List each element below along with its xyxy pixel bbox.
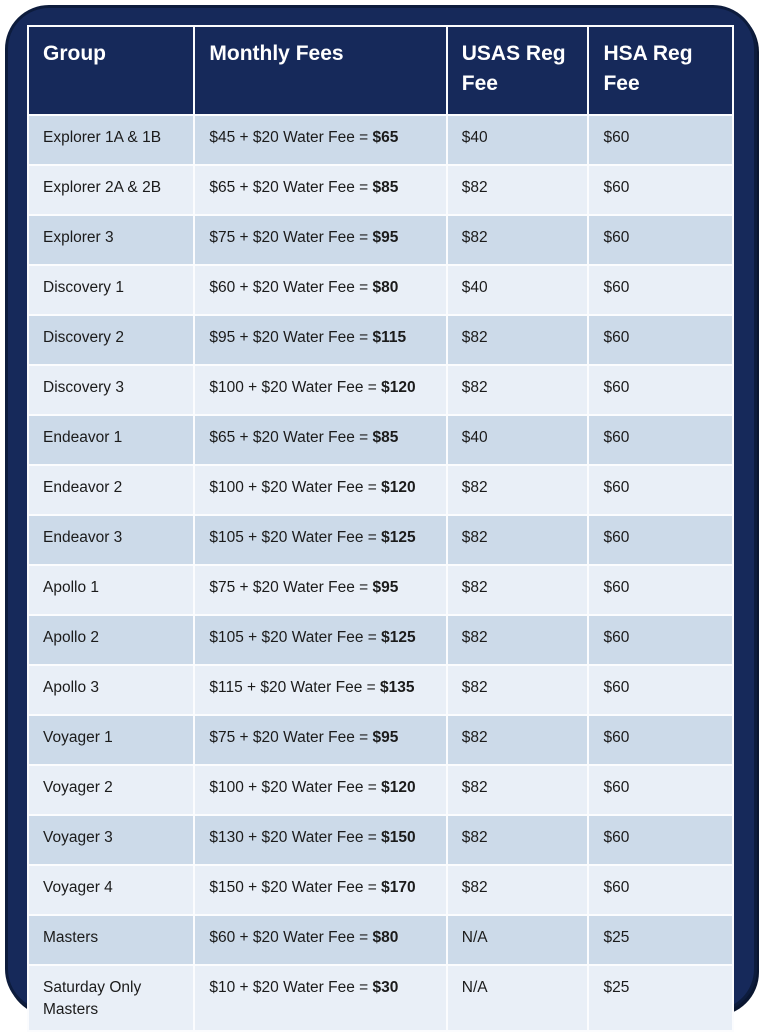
- table-row: [28, 215, 733, 265]
- hsa-reg-fee-cell: $60: [588, 765, 733, 815]
- group-cell: Discovery 2: [28, 315, 194, 365]
- monthly-fee-total: $150: [381, 828, 416, 846]
- monthly-fee-total: $120: [381, 778, 416, 796]
- group-cell: Voyager 3: [28, 815, 194, 865]
- table-row: [28, 965, 733, 1031]
- monthly-fee-formula: $100 + $20 Water Fee =: [209, 478, 382, 496]
- monthly-fee-cell: [194, 565, 446, 615]
- monthly-fee-formula: $65 + $20 Water Fee =: [209, 178, 373, 196]
- table-row: [28, 815, 733, 865]
- group-cell: Explorer 1A & 1B: [28, 115, 194, 165]
- group-cell: Endeavor 1: [28, 415, 194, 465]
- usas-reg-fee-cell: N/A: [447, 915, 589, 965]
- table-header: [28, 26, 733, 115]
- usas-reg-fee-cell: $40: [447, 265, 589, 315]
- monthly-fee-total: $95: [372, 578, 399, 596]
- monthly-fee-cell: [194, 765, 446, 815]
- hsa-reg-fee-cell: $60: [588, 465, 733, 515]
- monthly-fee-formula: $75 + $20 Water Fee =: [209, 578, 373, 596]
- table-row: [28, 415, 733, 465]
- table-row: [28, 665, 733, 715]
- hsa-reg-fee-cell: $60: [588, 615, 733, 665]
- monthly-fee-formula: $95 + $20 Water Fee =: [209, 328, 373, 346]
- group-cell: Explorer 3: [28, 215, 194, 265]
- table-row: [28, 115, 733, 165]
- table-row: [28, 365, 733, 415]
- usas-reg-fee-cell: $82: [447, 215, 589, 265]
- hsa-reg-fee-cell: $25: [588, 965, 733, 1031]
- monthly-fee-cell: [194, 965, 446, 1031]
- monthly-fee-total: $95: [372, 728, 399, 746]
- monthly-fee-total: $125: [381, 528, 416, 546]
- table-row: [28, 615, 733, 665]
- monthly-fee-formula: $75 + $20 Water Fee =: [209, 728, 373, 746]
- usas-reg-fee-cell: $82: [447, 865, 589, 915]
- monthly-fee-formula: $105 + $20 Water Fee =: [209, 628, 382, 646]
- column-header-monthly-fees: Monthly Fees: [194, 26, 446, 115]
- monthly-fee-cell: [194, 815, 446, 865]
- monthly-fee-cell: [194, 665, 446, 715]
- monthly-fee-formula: $75 + $20 Water Fee =: [209, 228, 373, 246]
- monthly-fee-cell: [194, 415, 446, 465]
- table-row: [28, 315, 733, 365]
- usas-reg-fee-cell: $82: [447, 365, 589, 415]
- fees-table: [27, 25, 734, 1032]
- monthly-fee-formula: $10 + $20 Water Fee =: [209, 978, 373, 996]
- usas-reg-fee-cell: $82: [447, 515, 589, 565]
- usas-reg-fee-cell: $82: [447, 665, 589, 715]
- usas-reg-fee-cell: $82: [447, 765, 589, 815]
- hsa-reg-fee-cell: $60: [588, 715, 733, 765]
- hsa-reg-fee-cell: $60: [588, 365, 733, 415]
- usas-reg-fee-cell: $82: [447, 465, 589, 515]
- monthly-fee-formula: $105 + $20 Water Fee =: [209, 528, 382, 546]
- group-cell: Explorer 2A & 2B: [28, 165, 194, 215]
- monthly-fee-formula: $150 + $20 Water Fee =: [209, 878, 382, 896]
- usas-reg-fee-cell: $82: [447, 165, 589, 215]
- table-row: [28, 715, 733, 765]
- usas-reg-fee-cell: $82: [447, 715, 589, 765]
- monthly-fee-total: $85: [372, 178, 399, 196]
- fees-table-container: [27, 25, 734, 1032]
- hsa-reg-fee-cell: $60: [588, 515, 733, 565]
- column-header-group: Group: [28, 26, 194, 115]
- monthly-fee-total: $125: [381, 628, 416, 646]
- table-row: [28, 915, 733, 965]
- group-cell: Masters: [28, 915, 194, 965]
- monthly-fee-total: $30: [372, 978, 399, 996]
- monthly-fee-total: $80: [372, 278, 399, 296]
- monthly-fee-cell: [194, 715, 446, 765]
- usas-reg-fee-cell: $82: [447, 565, 589, 615]
- monthly-fee-cell: [194, 215, 446, 265]
- table-row: [28, 265, 733, 315]
- table-row: [28, 765, 733, 815]
- monthly-fee-formula: $45 + $20 Water Fee =: [209, 128, 373, 146]
- monthly-fee-formula: $65 + $20 Water Fee =: [209, 428, 373, 446]
- monthly-fee-formula: $60 + $20 Water Fee =: [209, 928, 373, 946]
- table-row: [28, 165, 733, 215]
- usas-reg-fee-cell: $82: [447, 615, 589, 665]
- usas-reg-fee-cell: $40: [447, 115, 589, 165]
- usas-reg-fee-cell: $82: [447, 315, 589, 365]
- group-cell: Discovery 3: [28, 365, 194, 415]
- monthly-fee-cell: [194, 915, 446, 965]
- monthly-fee-cell: [194, 165, 446, 215]
- group-cell: Voyager 4: [28, 865, 194, 915]
- monthly-fee-total: $135: [379, 678, 415, 696]
- fee-card: [5, 5, 757, 1018]
- hsa-reg-fee-cell: $60: [588, 665, 733, 715]
- monthly-fee-cell: [194, 265, 446, 315]
- monthly-fee-cell: [194, 615, 446, 665]
- hsa-reg-fee-cell: $60: [588, 565, 733, 615]
- group-cell: Saturday Only Masters: [28, 965, 194, 1031]
- hsa-reg-fee-cell: $60: [588, 165, 733, 215]
- column-header-hsa-reg-fee: HSA Reg Fee: [588, 26, 733, 115]
- monthly-fee-total: $95: [372, 228, 399, 246]
- hsa-reg-fee-cell: $60: [588, 415, 733, 465]
- table-row: [28, 565, 733, 615]
- hsa-reg-fee-cell: $60: [588, 315, 733, 365]
- table-row: [28, 465, 733, 515]
- hsa-reg-fee-cell: $25: [588, 915, 733, 965]
- group-cell: Apollo 3: [28, 665, 194, 715]
- monthly-fee-total: $80: [372, 928, 399, 946]
- monthly-fee-total: $120: [381, 478, 416, 496]
- hsa-reg-fee-cell: $60: [588, 265, 733, 315]
- usas-reg-fee-cell: $40: [447, 415, 589, 465]
- monthly-fee-formula: $60 + $20 Water Fee =: [209, 278, 373, 296]
- hsa-reg-fee-cell: $60: [588, 215, 733, 265]
- monthly-fee-cell: [194, 115, 446, 165]
- usas-reg-fee-cell: N/A: [447, 965, 589, 1031]
- monthly-fee-total: $170: [381, 878, 416, 896]
- group-cell: Voyager 1: [28, 715, 194, 765]
- monthly-fee-total: $65: [372, 128, 399, 146]
- table-body: [28, 115, 733, 1031]
- header-row: [28, 26, 733, 115]
- group-cell: Endeavor 3: [28, 515, 194, 565]
- table-row: [28, 515, 733, 565]
- group-cell: Apollo 1: [28, 565, 194, 615]
- monthly-fee-total: $120: [381, 378, 416, 396]
- column-header-usas-reg-fee: USAS Reg Fee: [447, 26, 589, 115]
- monthly-fee-formula: $115 + $20 Water Fee =: [209, 678, 380, 696]
- table-row: [28, 865, 733, 915]
- monthly-fee-formula: $100 + $20 Water Fee =: [209, 778, 382, 796]
- usas-reg-fee-cell: $82: [447, 815, 589, 865]
- group-cell: Apollo 2: [28, 615, 194, 665]
- monthly-fee-formula: $100 + $20 Water Fee =: [209, 378, 382, 396]
- group-cell: Voyager 2: [28, 765, 194, 815]
- hsa-reg-fee-cell: $60: [588, 865, 733, 915]
- monthly-fee-cell: [194, 465, 446, 515]
- monthly-fee-cell: [194, 365, 446, 415]
- monthly-fee-cell: [194, 515, 446, 565]
- group-cell: Discovery 1: [28, 265, 194, 315]
- monthly-fee-cell: [194, 315, 446, 365]
- monthly-fee-formula: $130 + $20 Water Fee =: [209, 828, 382, 846]
- monthly-fee-total: $115: [372, 328, 407, 346]
- hsa-reg-fee-cell: $60: [588, 115, 733, 165]
- monthly-fee-total: $85: [372, 428, 399, 446]
- monthly-fee-cell: [194, 865, 446, 915]
- hsa-reg-fee-cell: $60: [588, 815, 733, 865]
- group-cell: Endeavor 2: [28, 465, 194, 515]
